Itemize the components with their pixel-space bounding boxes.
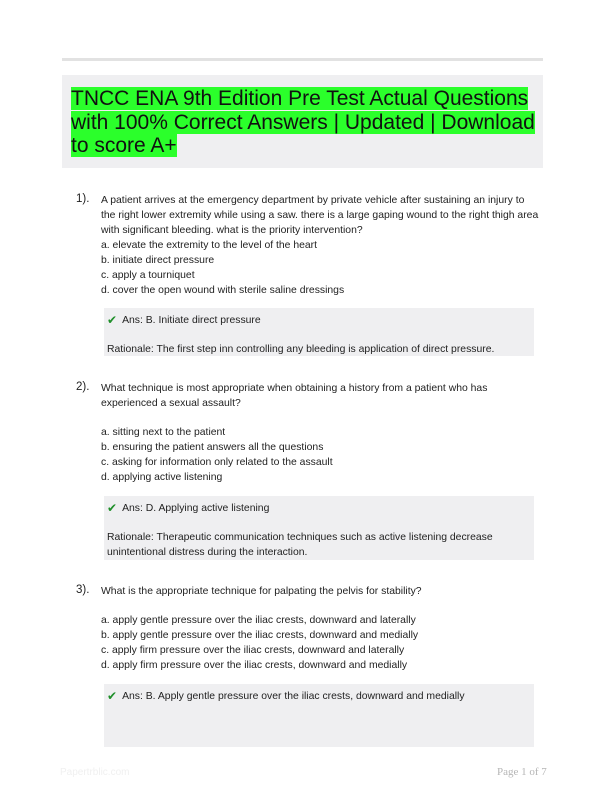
answer-box: [104, 308, 534, 356]
rationale-text: Rationale: Therapeutic communication techniques such as active listening decrease unintentional distress during the interaction.: [107, 532, 493, 558]
page-number: Page 1 of 7: [497, 766, 547, 778]
document-title: TNCC ENA 9th Edition Pre Test Actual Questions with 100% Correct Answers | Updated | Download to score A+: [71, 87, 535, 157]
top-divider: [62, 58, 543, 61]
option: a. elevate the extremity to the level of the heart: [101, 240, 318, 251]
question-number: 1).: [76, 193, 90, 205]
answer-box: [104, 684, 534, 747]
check-icon: ✔: [107, 501, 118, 515]
question-number: 2).: [76, 381, 90, 393]
option: b. ensuring the patient answers all the questions: [101, 442, 324, 453]
option: c. apply firm pressure over the iliac crests, downward and laterally: [101, 645, 405, 656]
question-number: 3).: [76, 584, 90, 596]
option: c. asking for information only related to the assault: [101, 457, 333, 468]
check-icon: ✔: [107, 313, 118, 327]
option: d. applying active listening: [101, 472, 223, 483]
question-text: What technique is most appropriate when obtaining a history from a patient who has experienced a sexual assault?: [101, 383, 488, 409]
question-text: A patient arrives at the emergency department by private vehicle after sustaining an injury to the right lower extremity while using a saw. there is a large gaping wound to the right thigh area with significant bleeding. what is the priority intervention?: [101, 195, 539, 236]
question-2: [62, 381, 543, 558]
option: d. apply firm pressure over the iliac crests, downward and medially: [101, 660, 408, 671]
check-icon: ✔: [107, 689, 118, 703]
answer-text: Ans: D. Applying active listening: [122, 503, 270, 514]
option: a. sitting next to the patient: [101, 427, 226, 438]
answer-text: Ans: B. Apply gentle pressure over the iliac crests, downward and medially: [122, 691, 465, 702]
question-3: [62, 584, 543, 703]
title-banner: [62, 75, 543, 168]
footer-watermark: Papertrblic.com: [60, 767, 130, 778]
option: b. apply gentle pressure over the iliac crests, downward and medially: [101, 630, 419, 641]
option: c. apply a tourniquet: [101, 270, 195, 281]
option: a. apply gentle pressure over the iliac crests, downward and laterally: [101, 615, 416, 626]
question-text: What is the appropriate technique for palpating the pelvis for stability?: [101, 586, 422, 597]
question-1: [62, 193, 543, 355]
option: b. initiate direct pressure: [101, 255, 215, 266]
answer-box: [104, 496, 534, 560]
rationale-text: Rationale: The first step inn controlling any bleeding is application of direct pressure.: [107, 344, 495, 355]
option: d. cover the open wound with sterile saline dressings: [101, 285, 345, 296]
answer-text: Ans: B. Initiate direct pressure: [122, 315, 261, 326]
